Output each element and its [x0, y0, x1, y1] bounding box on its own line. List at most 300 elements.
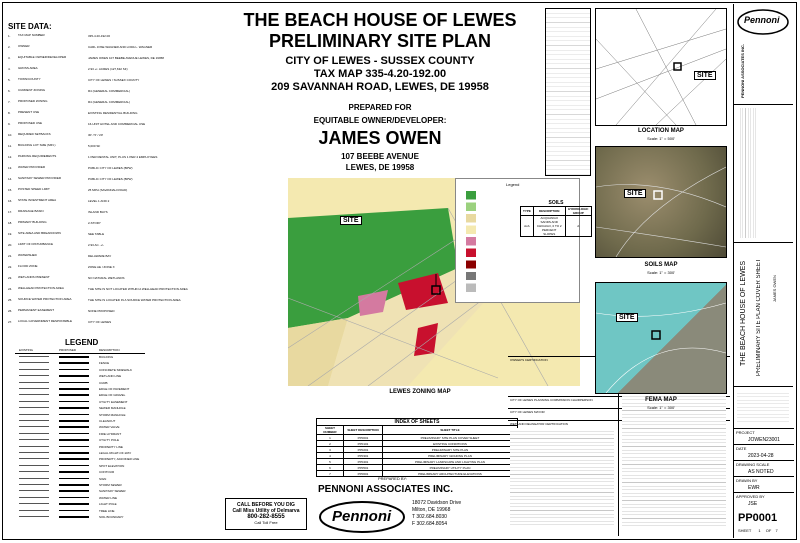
- project-title: THE BEACH HOUSE OF LEWES: [243, 10, 517, 30]
- jurisdiction: CITY OF LEWES - SUSSEX COUNTY: [285, 55, 475, 67]
- index-of-sheets: [316, 418, 518, 477]
- site-data-number: 6.: [8, 89, 11, 93]
- site-data-row: [8, 132, 213, 137]
- site-data-number: 26.: [8, 309, 13, 313]
- site-data-number: 22.: [8, 265, 13, 269]
- site-data-label: GROSS AREA: [18, 66, 38, 70]
- legend-proposed-symbol: [59, 407, 89, 409]
- site-data-row: [8, 209, 213, 214]
- location-map: [595, 8, 727, 126]
- title-block-field-value: JOWEN23001: [748, 437, 780, 443]
- legend-proposed-symbol: [59, 388, 89, 390]
- legend-col-description: DESCRIPTION: [99, 348, 120, 352]
- equitable-owner-label: EQUITABLE OWNER/DEVELOPER:: [313, 116, 447, 125]
- site-data-value: ZONE AE / ZONE X: [88, 265, 115, 269]
- legend-description: WATER VALVE: [99, 425, 120, 430]
- legend-proposed-symbol: [59, 503, 89, 505]
- pennoni-logo-text: Pennoni: [332, 508, 392, 525]
- site-data-value: NO NATURAL WETLANDS: [88, 276, 125, 280]
- soils-title: SOILS: [548, 200, 564, 206]
- site-data-number: 9.: [8, 122, 11, 126]
- legend-col-existing: EXISTING: [19, 348, 34, 352]
- site-data-label: PERMANENT EASEMENT: [18, 308, 55, 312]
- index-row: [317, 471, 518, 477]
- site-data-row: [8, 110, 213, 115]
- site-data-row: [8, 33, 213, 38]
- index-sheet-number: 2: [317, 441, 344, 447]
- site-data-label: SANITARY SEWER PROVIDER: [18, 176, 62, 180]
- pennoni-logo: [318, 500, 406, 534]
- site-data-value: R4 (GENERAL COMMERCIAL): [88, 100, 131, 104]
- site-data-label: WETLANDS PRESENT: [18, 275, 50, 279]
- legend-description: STORM MANHOLE: [99, 412, 126, 417]
- legend-existing-symbol: [19, 388, 49, 389]
- legend-description: CLEANOUT: [99, 419, 116, 423]
- legend-description: UTILITY EASEMENT: [99, 399, 128, 404]
- site-data-number: 25.: [8, 298, 13, 302]
- legend-existing-symbol: [19, 414, 49, 415]
- site-data-label: SOURCE WATER PROTECTION AREA: [18, 297, 72, 301]
- zoning-legend: [455, 178, 580, 303]
- site-data-value: 30' / 5' / 20': [88, 133, 104, 137]
- site-data-value: PUBLIC CITY OF LEWES (BPW): [88, 166, 133, 170]
- legend-existing-symbol: [19, 503, 49, 504]
- legend-proposed-symbol: [59, 394, 89, 396]
- title-block-fields: [734, 428, 794, 508]
- site-data-value: 5,000 SF: [88, 144, 101, 148]
- sheet-number: PP0001: [738, 512, 778, 524]
- site-data-row: [8, 308, 213, 313]
- site-data-row: [8, 66, 213, 71]
- location-map-scale: Scale: 1" = 500': [647, 136, 675, 141]
- legend-existing-symbol: [19, 458, 49, 459]
- index-sheet-description: PP0501: [344, 465, 383, 471]
- site-data-number: 11.: [8, 144, 12, 148]
- legend-proposed-symbol: [59, 458, 89, 460]
- mayor-label: CITY OF LEWES MAYOR: [510, 410, 545, 414]
- site-data-label: EQUITABLE OWNER/DEVELOPER: [18, 55, 67, 59]
- site-data-value: EXISTING RESIDENTIAL BUILDING: [88, 111, 138, 115]
- planning-cert-label: CITY OF LEWES PLANNING COMMISSION CHAIRPERSON: [510, 398, 593, 402]
- title-block-project: THE BEACH HOUSE OF LEWES: [740, 260, 747, 366]
- title-block-sheet-title: PRELIMINARY SITE PLAN COVER SHEET: [756, 258, 762, 376]
- site-data-label: LOCAL GOVERNMENT RESPONSIBLE: [18, 319, 73, 323]
- legend-existing-symbol: [19, 433, 49, 434]
- legend-proposed-symbol: [59, 497, 89, 499]
- legend-description: SIGN: [99, 476, 107, 481]
- legend-description: SANITARY SEWER: [99, 489, 126, 494]
- soils-header-group: HYDROLOGIC GROUP: [565, 207, 591, 216]
- prepared-by-company: PENNONI ASSOCIATES INC.: [318, 484, 454, 495]
- legend-description: SOIL BOUNDARY: [99, 515, 124, 519]
- site-data-number: 14.: [8, 177, 13, 181]
- legend-description: CONTOUR: [99, 470, 115, 475]
- legend-description: CONCRETE SIDEWALK: [99, 367, 133, 372]
- soils-description: ACQUANGO SANDS AND CHICAGO, 0 TO 2 PERCENT SLOPES: [533, 216, 565, 237]
- site-data-row: [8, 242, 213, 247]
- sheet-of-label: OF: [765, 528, 772, 533]
- fema-map: [595, 282, 727, 394]
- index-sheet-title: PRELIMINARY ARCHITECTURE ELEVATIONS: [383, 471, 518, 477]
- site-data-value: DELAWARE BAY: [88, 254, 112, 258]
- site-data-number: 10.: [8, 133, 13, 137]
- site-data-row: [8, 165, 213, 170]
- index-header-title: SHEET TITLE: [383, 426, 518, 435]
- site-data-row: [8, 253, 213, 258]
- soils-map: [595, 146, 727, 258]
- wetlands-cert-label: WETLAND DELINEATOR CERTIFICATION: [510, 422, 568, 426]
- pennoni-phone: T 302.684.8030: [412, 514, 447, 520]
- site-data-label: DRAINAGE BASIN: [18, 209, 44, 213]
- legend-description: FENCE: [99, 361, 110, 366]
- site-data-number: 3.: [8, 56, 11, 60]
- site-data-number: 16.: [8, 199, 13, 203]
- title-block-logo: [736, 8, 790, 36]
- index-sheet-title: EXISTING CONDITIONS: [383, 441, 518, 447]
- legend-existing-symbol: [19, 484, 49, 485]
- index-sheet-description: PP0001: [344, 435, 383, 441]
- title-block-owner: JAMES OWEN: [772, 275, 777, 302]
- legend-proposed-symbol: [59, 490, 89, 492]
- legend-description: LIGHT POLE: [99, 502, 117, 507]
- index-sheet-number: 4: [317, 453, 344, 459]
- site-data-row: [8, 176, 213, 181]
- owner-name: JAMES OWEN: [318, 128, 442, 148]
- legend-proposed-symbol: [59, 362, 89, 364]
- legend-col-proposed: PROPOSED: [59, 348, 77, 352]
- legend-existing-symbol: [19, 375, 49, 376]
- site-data-value: SEE TABLE: [88, 232, 105, 236]
- site-data-label: FLOOD ZONE: [18, 264, 38, 268]
- soils-map-caption: SOILS MAP: [644, 262, 678, 268]
- legend-proposed-symbol: [59, 452, 89, 454]
- index-sheet-description: PP0301: [344, 453, 383, 459]
- title-block-field: [734, 428, 794, 445]
- site-data-value: CITY OF LEWES / SUSSEX COUNTY: [88, 78, 140, 82]
- title-block-field-label: DATE: [736, 446, 747, 451]
- site-data-table: [8, 33, 213, 333]
- index-sheet-title: PRELIMINARY GRADING PLAN: [383, 453, 518, 459]
- site-data-number: 12.: [8, 155, 13, 159]
- site-data-number: 4.: [8, 67, 11, 71]
- legend-existing-symbol: [19, 356, 49, 357]
- sheet-current: 1: [758, 528, 761, 533]
- title-block-field-value: JSE: [748, 501, 758, 507]
- site-data-number: 23.: [8, 276, 13, 280]
- site-data-label: PROPOSED USE: [18, 121, 43, 125]
- site-data-value: THE SITE IS NOT LOCATED WITHIN A WELLHEAD PROTECTION AREA: [88, 287, 188, 291]
- soils-header-description: DESCRIPTION: [533, 207, 565, 216]
- pennoni-address: [412, 500, 461, 528]
- title-block-field-label: DRAWING SCALE: [736, 462, 770, 467]
- owner-info-box: [545, 8, 591, 176]
- site-data-label: POSTED SPEED LIMIT: [18, 187, 50, 191]
- site-data-value: JAMES OWEN 107 BEEBE AVENUE LEWES, DE 19958: [88, 56, 164, 60]
- site-data-number: 17.: [8, 210, 13, 214]
- site-data-number: 24.: [8, 287, 13, 291]
- index-sheet-description: PP0101: [344, 441, 383, 447]
- zoning-legend-swatches: [466, 191, 476, 296]
- call-box-line1: CALL BEFORE YOU DIG: [237, 502, 295, 508]
- tax-map: TAX MAP 335-4.20-192.00: [313, 68, 447, 80]
- legend-proposed-symbol: [59, 510, 89, 512]
- legend-existing-symbol: [19, 439, 49, 440]
- zoning-legend-title: Legend: [506, 182, 520, 187]
- site-data-row: [8, 121, 213, 126]
- legend-existing-symbol: [19, 471, 49, 472]
- legend-proposed-symbol: [59, 439, 89, 441]
- legend-description: TREE LINE: [99, 508, 115, 513]
- site-data-value: 2.93 +/- ACRES (127,632 SF): [88, 67, 128, 71]
- call-box-line2: Call Miss Utility of Delmarva: [232, 508, 300, 514]
- site-data-value: CITY OF LEWES: [88, 320, 112, 324]
- index-sheet-description: PP0601: [344, 471, 383, 477]
- title-block-field-value: EWR: [748, 485, 760, 491]
- call-box-line4: Call Toll Free: [254, 520, 278, 525]
- legend-existing-symbol: [19, 362, 49, 363]
- soils-table: [520, 200, 592, 237]
- site-data-value: CARL JOSE WAGNER AND LORA L. WAGNER: [88, 45, 153, 49]
- site-data-row: [8, 231, 213, 236]
- legend-existing-symbol: [19, 446, 49, 447]
- legend-proposed-symbol: [59, 356, 89, 358]
- prepared-by-label: PREPARED BY:: [378, 476, 408, 481]
- title-block-field-label: APPROVED BY: [736, 494, 765, 499]
- prepared-for-label: PREPARED FOR: [348, 103, 412, 112]
- legend-existing-symbol: [19, 420, 49, 421]
- site-data-label: STATE INVESTMENT AREA: [18, 198, 57, 202]
- site-data-label: PARKING REQUIREMENTS: [18, 154, 57, 158]
- legend-description: WETLAND LINE: [99, 374, 122, 379]
- call-before-you-dig: [225, 498, 307, 530]
- site-data-row: [8, 154, 213, 159]
- site-data-value: 25 MPH (SAVANNAH ROAD): [88, 188, 128, 192]
- fema-site-label: SITE: [616, 313, 638, 322]
- site-data-label: BUILDING LOT SIZE (MIN.): [18, 143, 56, 147]
- legend-proposed-symbol: [59, 478, 89, 480]
- legend-description: WATER LINE: [99, 495, 118, 500]
- index-title: INDEX OF SHEETS: [317, 419, 518, 426]
- pennoni-address-2: Milton, DE 19968: [412, 507, 451, 513]
- site-data-label: PRIMARY BUILDING: [18, 220, 47, 224]
- site-data-value: 2-STORY: [88, 221, 101, 225]
- site-data-value: NONE PROPOSED: [88, 309, 115, 313]
- location-map-graphic: [596, 9, 726, 125]
- owner-address-2: LEWES, DE 19958: [345, 163, 415, 172]
- legend-proposed-symbol: [59, 484, 89, 486]
- index-sheet-number: 5: [317, 459, 344, 465]
- legend-existing-symbol: [19, 407, 49, 408]
- title-block-logo-text: Pennoni: [744, 15, 780, 25]
- site-data-label: OWNER: [18, 44, 30, 48]
- site-data-number: 13.: [8, 166, 13, 170]
- index-sheet-number: 1: [317, 435, 344, 441]
- legend-description: FIRE HYDRANT: [99, 431, 122, 436]
- soils-type: AcA: [521, 216, 534, 237]
- zoning-map-caption: LEWES ZONING MAP: [389, 389, 451, 395]
- legend-proposed-symbol: [59, 375, 89, 377]
- soils-map-graphic: [596, 147, 726, 257]
- legend-table: [15, 348, 145, 528]
- site-data-row: [8, 297, 213, 302]
- title-block-company: PENNONI ASSOCIATES INC.: [740, 43, 745, 98]
- site-data-row: [8, 44, 213, 49]
- title-block-field-label: DRAWN BY: [736, 478, 758, 483]
- legend-existing-symbol: [19, 394, 49, 395]
- index-sheet-description: PP0201: [344, 447, 383, 453]
- title-block-field: [734, 444, 794, 461]
- index-sheet-title: PRELIMINARY LANDSCAPE AND LIGHTING PLAN: [383, 459, 518, 465]
- site-data-value: THE SITE IS LOCATED IN A SOURCE WATER PROTECTION AREA: [88, 298, 181, 302]
- legend-existing-symbol: [19, 452, 49, 453]
- index-sheet-description: PP0401: [344, 459, 383, 465]
- legend-existing-symbol: [19, 426, 49, 427]
- location-site-label: SITE: [694, 71, 716, 80]
- legend-existing-symbol: [19, 369, 49, 370]
- sheet-total: 7: [775, 528, 778, 533]
- legend-description: PROPERTY LINE: [99, 444, 123, 449]
- legend-proposed-symbol: [59, 516, 89, 518]
- owner-cert-label: OWNER'S CERTIFICATION: [510, 358, 548, 362]
- title-block-field-value: 2023-04-28: [748, 453, 774, 459]
- site-data-row: [8, 77, 213, 82]
- title-block-field-value: AS NOTED: [748, 469, 774, 475]
- site-data-row: [8, 264, 213, 269]
- site-data-row: [8, 275, 213, 280]
- site-data-value: R4 (GENERAL COMMERCIAL): [88, 89, 131, 93]
- title-block-field: [734, 476, 794, 493]
- site-data-value: PUBLIC CITY OF LEWES (BPW): [88, 177, 133, 181]
- title-block-field-label: PROJECT: [736, 430, 755, 435]
- site-data-label: TOWN/COUNTY: [18, 77, 41, 81]
- site-data-row: [8, 220, 213, 225]
- legend-proposed-symbol: [59, 471, 89, 473]
- legend-existing-symbol: [19, 401, 49, 402]
- index-header-number: SHEET NUMBER: [317, 426, 344, 435]
- site-data-number: 2.: [8, 45, 11, 49]
- index-header-description: SHEET DESCRIPTION: [344, 426, 383, 435]
- site-data-row: [8, 143, 213, 148]
- site-data-value: 16-UNIT HOTEL AND COMMERCIAL USE: [88, 122, 146, 126]
- site-data-label: SITE AREA AND BREAKDOWN: [18, 231, 61, 235]
- legend-heading: LEGEND: [65, 338, 99, 347]
- legend-description: UTILITY POLE: [99, 438, 119, 443]
- legend-existing-symbol: [19, 490, 49, 491]
- site-data-label: PROPOSED ZONING: [18, 99, 48, 103]
- site-data-label: LIMIT OF DISTURBANCE: [18, 242, 53, 246]
- site-data-number: 18.: [8, 221, 13, 225]
- soils-header-type: TYPE: [521, 207, 534, 216]
- legend-existing-symbol: [19, 510, 49, 511]
- plan-title: PRELIMINARY SITE PLAN: [268, 31, 492, 51]
- site-data-number: 27.: [8, 320, 13, 324]
- site-data-label: REQUIRED SETBACKS: [18, 132, 51, 136]
- site-data-value: 1 PER RENTAL UNIT, PLUS 1 PER 4 EMPLOYEES: [88, 155, 158, 159]
- index-sheet-number: 6: [317, 465, 344, 471]
- sheet-count: [738, 528, 790, 533]
- site-data-row: [8, 55, 213, 60]
- sheet-label: SHEET: [738, 528, 752, 533]
- site-data-number: 20.: [8, 243, 13, 247]
- soils-group: A: [565, 216, 591, 237]
- legend-description: LEGAL RIGHT-OF-WAY: [99, 451, 132, 455]
- legend-proposed-symbol: [59, 465, 89, 467]
- site-data-number: 19.: [8, 232, 13, 236]
- site-data-label: WATERSHED: [18, 253, 37, 257]
- legend-description: EDGE OF PAVEMENT: [99, 387, 130, 391]
- legend-existing-symbol: [19, 497, 49, 498]
- site-data-value: 335-4.20-192.00: [88, 34, 111, 38]
- site-data-number: 21.: [8, 254, 13, 258]
- legend-description: SEWER MANHOLE: [99, 406, 126, 411]
- site-data-row: [8, 286, 213, 291]
- site-data-label: PRESENT USE: [18, 110, 40, 114]
- site-data-value: LEVEL 1 AND 2: [88, 199, 110, 203]
- site-data-label: WATER PROVIDER: [18, 165, 46, 169]
- title-block-field: [734, 492, 794, 509]
- legend-existing-symbol: [19, 465, 49, 466]
- index-sheet-number: 7: [317, 471, 344, 477]
- legend-proposed-symbol: [59, 433, 89, 435]
- legend-description: EDGE OF GRAVEL: [99, 393, 126, 398]
- legend-proposed-symbol: [59, 426, 89, 428]
- legend-existing-symbol: [19, 382, 49, 383]
- site-data-number: 7.: [8, 100, 11, 104]
- title-block-field: [734, 460, 794, 477]
- site-data-row: [8, 88, 213, 93]
- legend-existing-symbol: [19, 478, 49, 479]
- legend-proposed-symbol: [59, 401, 89, 403]
- legend-description: STORM SEWER: [99, 483, 122, 487]
- legend-description: BUILDING: [99, 355, 114, 359]
- call-box-line3: 800-282-8555: [247, 514, 285, 520]
- site-data-number: 15.: [8, 188, 13, 192]
- legend-proposed-symbol: [59, 420, 89, 422]
- pennoni-fax: F 302.684.8054: [412, 521, 448, 527]
- index-sheet-title: PRELIMINARY SITE PLAN COVER SHEET: [383, 435, 518, 441]
- fema-map-caption: FEMA MAP: [645, 397, 677, 403]
- zoning-site-label: SITE: [340, 216, 362, 225]
- title-block: [733, 4, 793, 538]
- index-sheet-number: 3: [317, 447, 344, 453]
- legend-rows: [15, 355, 145, 525]
- soils-map-scale: Scale: 1" = 300': [647, 270, 675, 275]
- site-address: 209 SAVANNAH ROAD, LEWES, DE 19958: [271, 81, 489, 93]
- site-data-label: WELLHEAD PROTECTION AREA: [18, 286, 64, 290]
- site-data-value: 2.93 AC. +/-: [88, 243, 104, 247]
- index-table: [316, 418, 518, 477]
- fema-map-graphic: [596, 283, 726, 393]
- legend-existing-symbol: [19, 516, 49, 517]
- location-map-caption: LOCATION MAP: [638, 128, 684, 134]
- site-data-number: 8.: [8, 111, 11, 115]
- site-data-row: [8, 198, 213, 203]
- legend-proposed-symbol: [59, 382, 89, 384]
- site-data-row: [8, 187, 213, 192]
- legend-proposed-symbol: [59, 414, 89, 416]
- legend-description: CURB: [99, 380, 108, 385]
- legend-description: PROPERTY, ADJOINER LINE: [99, 457, 140, 462]
- legend-proposed-symbol: [59, 369, 89, 371]
- pennoni-address-1: 18072 Davidson Drive: [412, 500, 462, 506]
- site-data-heading: SITE DATA:: [8, 22, 52, 31]
- site-data-row: [8, 319, 213, 324]
- owner-address-1: 107 BEEBE AVENUE: [341, 152, 419, 161]
- site-data-number: 1.: [8, 34, 11, 38]
- index-sheet-title: PRELIMINARY SITE PLAN: [383, 447, 518, 453]
- index-sheet-title: PRELIMINARY UTILITY PLAN: [383, 465, 518, 471]
- legend-proposed-symbol: [59, 446, 89, 448]
